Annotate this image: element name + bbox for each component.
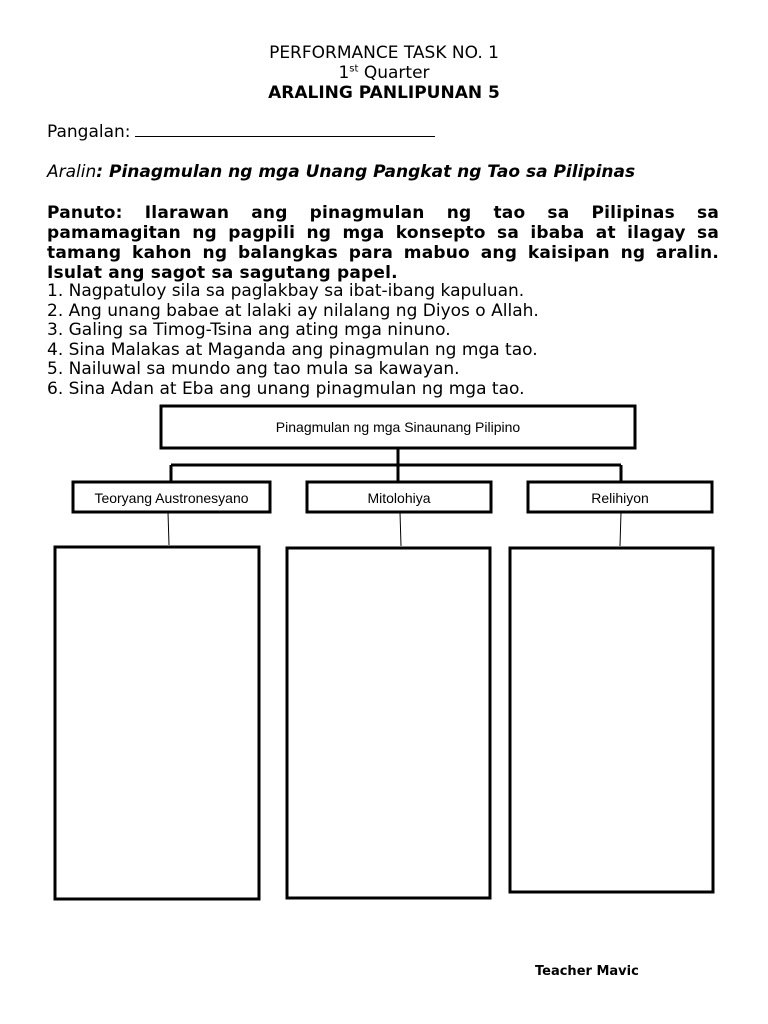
quarter-number: 1 [338,63,350,83]
concept-item-4: 4. Sina Malakas at Maganda ang pinagmulan ng mga tao. [47,339,538,360]
concept-item-5: 5. Nailuwal sa mundo ang tao mula sa kawayan. [47,359,460,379]
answer-box-mitolohiya[interactable] [287,548,490,898]
task-title: PERFORMANCE TASK NO. 1 [269,43,499,63]
branch-label-mitolohiya: Mitolohiya [367,490,431,506]
quarter-suffix: st [349,63,359,75]
answer-box-relihiyon[interactable] [510,548,713,892]
branch-label-relihiyon: Relihiyon [591,490,649,506]
root-box-label: Pinagmulan ng mga Sinaunang Pilipino [275,419,521,435]
connector-answer-2 [400,512,401,546]
branch-label-austronesyano: Teoryang Austronesyano [94,490,249,506]
connector-answer-1 [168,512,169,545]
concept-item-1: 1. Nagpatuloy sila sa paglakbay sa ibat-ibang kapuluan. [47,281,525,301]
lesson-title: : Pinagmulan ng mga Unang Pangkat ng Tao sa Pilipinas [96,162,636,182]
subject-title: ARALING PANLIPUNAN 5 [268,83,500,103]
quarter-label: Quarter [363,63,430,83]
name-label: Pangalan: [47,122,131,142]
concept-item-6: 6. Sina Adan at Eba ang unang pinagmulan ng mga tao. [47,378,525,399]
concept-item-3: 3. Galing sa Timog-Tsina ang ating mga ninuno. [47,320,451,340]
lesson-label: Aralin [47,162,97,182]
answer-box-austronesyano[interactable] [55,547,259,899]
connector-answer-3 [620,512,621,546]
teacher-signature: Teacher Mavic [535,964,639,979]
concept-item-2: 2. Ang unang babae at lalaki ay nilalang ng Diyos o Allah. [47,300,539,321]
instructions: Panuto: Ilarawan ang pinagmulan ng tao sa Pilipinas sa pamamagitan ng pagpili ng mga konsepto sa ibaba at ilagay sa tamang kahon ng balangkas para mabuo ang kaisipan ng aralin. Isulat ang sagot sa sagutang papel. [47,203,719,283]
